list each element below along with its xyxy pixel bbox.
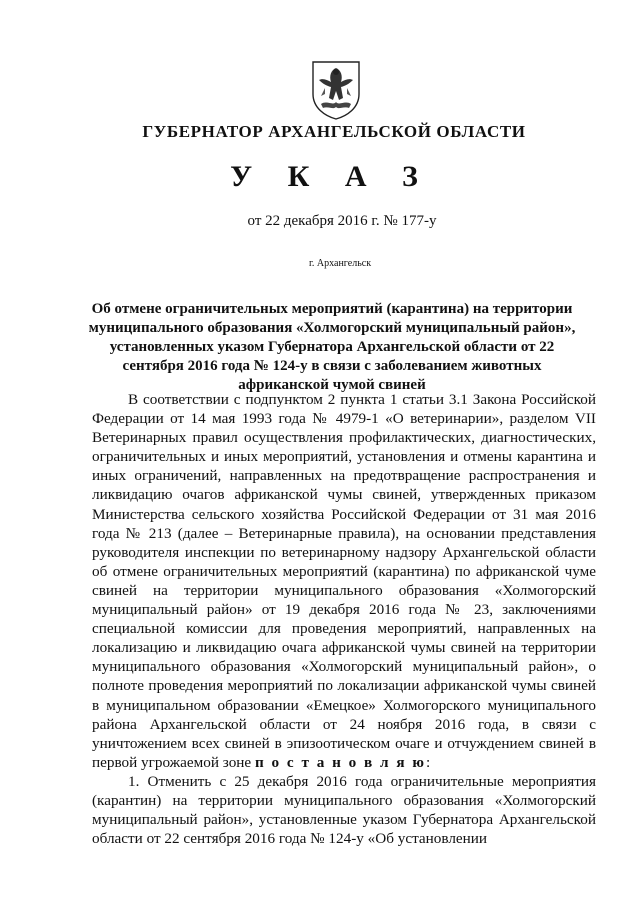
preamble-paragraph xyxy=(92,390,596,772)
preamble-text: В соответствии с подпунктом 2 пункта 1 статьи 3.1 Закона Российской Федерации от 14 мая 1993 года № 4979-1 «О ветеринарии», разделом VII Ветеринарных правил осуществления профилактических, диагностических, ограничительных и иных мероприятий, установления и отмены карантина и иных ограничений, направленных на предотвращение распространения и ликвидацию очагов африканской чумы свиней, утвержденных приказом Министерства сельского хозяйства Российской Федерации от 31 мая 2016 года № 213 (далее – Ветеринарные правила), на основании представления руководителя инспекции по ветеринарному надзору Архангельской области об отмене ограничительных мероприятий (карантина) по африканской чуме свиней на территории муниципального образования «Холмогорский муниципальный район» от 19 декабря 2016 года № 23, заключениями специальной комиссии для проведения мероприятий, направленных на локализацию и ликвидацию очага африканской чумы свиней на территории муниципального образования «Холмогорский муниципальный район», о полноте проведения мероприятий по локализации африканской чумы свиней в муниципальном образовании «Емецкое» Холмогорского муниципального района Архангельской области от 24 ноября 2016 года, в связи с уничтожением всех свиней в эпизоотическом очаге и отчуждением свиней в первой угрожаемой зоне xyxy=(92,391,596,771)
item-1-paragraph: 1. Отменить с 25 декабря 2016 года ограничительные мероприятия (карантин) на территории муниципального образования «Холмогорский муниципальный район», установленные указом Губернатора Архангельской области от 22 сентября 2016 года № 124-у «Об установлении xyxy=(92,772,596,848)
decree-date-number: от 22 декабря 2016 г. № 177-у xyxy=(247,213,437,229)
decree-keyword: п о с т а н о в л я ю xyxy=(254,753,426,771)
city-line: г. Архангельск xyxy=(308,258,372,269)
decree-colon: : xyxy=(425,753,431,771)
coat-of-arms-icon xyxy=(307,58,365,120)
decree-title: Об отмене ограничительных мероприятий (карантина) на территории муниципального образования «Холмогорский муниципальный район», установленных указом Губернатора Архангельской области от 22 сентября 2016 года № 124-у в связи с заболеванием животных африканской чумой свиней xyxy=(88,301,576,393)
decree-body xyxy=(92,390,596,848)
governor-heading: ГУБЕРНАТОР АРХАНГЕЛЬСКОЙ ОБЛАСТИ xyxy=(142,122,526,141)
decree-type-heading: У К А З xyxy=(230,160,432,193)
